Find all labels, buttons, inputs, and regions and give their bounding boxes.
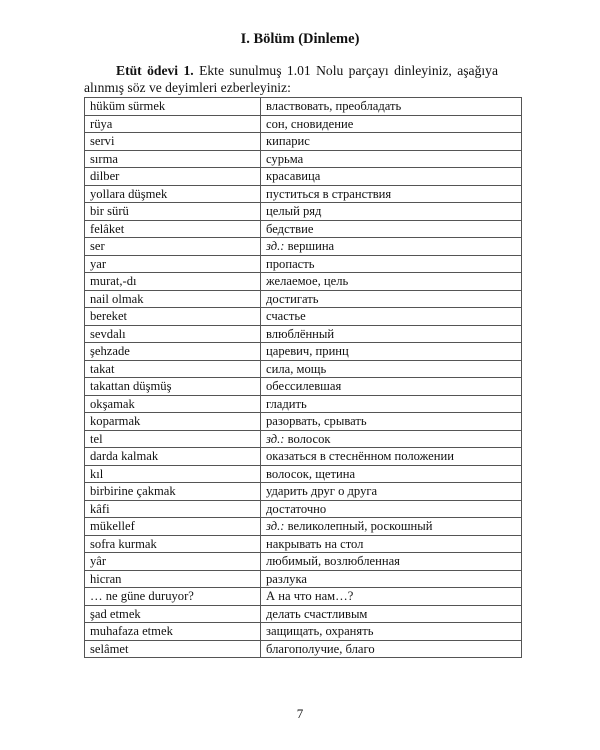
russian-translation: [261, 220, 522, 238]
turkish-term: hicran: [85, 570, 261, 588]
russian-translation: [261, 150, 522, 168]
turkish-term: kıl: [85, 465, 261, 483]
vocabulary-row: [85, 640, 522, 658]
vocabulary-row: [85, 448, 522, 466]
vocabulary-row: [85, 465, 522, 483]
russian-translation: [261, 273, 522, 291]
russian-translation: [261, 518, 522, 536]
russian-translation: [261, 360, 522, 378]
vocabulary-row: [85, 255, 522, 273]
russian-translation: [261, 500, 522, 518]
russian-translation: [261, 448, 522, 466]
turkish-term: sırma: [85, 150, 261, 168]
turkish-term: murat,-dı: [85, 273, 261, 291]
translation-text: пропасть: [266, 256, 315, 271]
translation-text: сурьма: [266, 151, 304, 166]
usage-abbreviation: зд.:: [266, 431, 285, 446]
russian-translation: [261, 570, 522, 588]
translation-text: разорвать, срывать: [266, 414, 367, 429]
vocabulary-row: [85, 238, 522, 256]
section-title: I. Bölüm (Dinleme): [240, 31, 360, 47]
translation-text: красавица: [266, 169, 321, 184]
instruction-line-1: [84, 62, 498, 79]
vocabulary-row: [85, 98, 522, 116]
translation-text: счастье: [266, 309, 306, 324]
turkish-term: servi: [85, 133, 261, 151]
translation-text: гладить: [266, 396, 307, 411]
turkish-term: takat: [85, 360, 261, 378]
translation-text: накрывать на стол: [266, 536, 364, 551]
instruction-line-2: alınmış söz ve deyimleri ezberleyiniz:: [84, 80, 291, 95]
russian-translation: [261, 308, 522, 326]
russian-translation: [261, 483, 522, 501]
russian-translation: [261, 115, 522, 133]
translation-text: разлука: [266, 571, 307, 586]
vocabulary-table-body: [85, 98, 522, 658]
turkish-term: rüya: [85, 115, 261, 133]
instruction-text-1: Ekte sunulmuş 1.01 Nolu parçayı dinleyiniz, aşağıya: [199, 63, 498, 78]
vocabulary-table: [84, 97, 522, 658]
turkish-term: bereket: [85, 308, 261, 326]
russian-translation: [261, 378, 522, 396]
russian-translation: [261, 430, 522, 448]
translation-text: сон, сновидение: [266, 116, 354, 131]
turkish-term: selâmet: [85, 640, 261, 658]
turkish-term: mükellef: [85, 518, 261, 536]
vocabulary-row: [85, 150, 522, 168]
vocabulary-row: [85, 168, 522, 186]
translation-text: А на что нам…?: [266, 589, 354, 604]
translation-text: благополучие, благо: [266, 641, 375, 656]
translation-text: сила, мощь: [266, 361, 327, 376]
translation-text: защищать, охранять: [266, 624, 374, 639]
translation-text: целый ряд: [266, 204, 322, 219]
turkish-term: darda kalmak: [85, 448, 261, 466]
turkish-term: ser: [85, 238, 261, 256]
translation-text: достигать: [266, 291, 319, 306]
turkish-term: muhafaza etmek: [85, 623, 261, 641]
translation-text: волосок: [287, 431, 331, 446]
usage-abbreviation: зд.:: [266, 239, 285, 254]
vocabulary-row: [85, 413, 522, 431]
vocabulary-row: [85, 535, 522, 553]
vocabulary-row: [85, 518, 522, 536]
turkish-term: takattan düşmüş: [85, 378, 261, 396]
russian-translation: [261, 133, 522, 151]
exercise-instructions: [84, 62, 498, 96]
vocabulary-row: [85, 483, 522, 501]
turkish-term: kâfi: [85, 500, 261, 518]
russian-translation: [261, 395, 522, 413]
russian-translation: [261, 413, 522, 431]
turkish-term: hüküm sürmek: [85, 98, 261, 116]
russian-translation: [261, 553, 522, 571]
translation-text: оказаться в стеснённом положении: [266, 449, 454, 464]
vocabulary-row: [85, 553, 522, 571]
translation-text: влюблённый: [266, 326, 335, 341]
translation-text: вершина: [287, 239, 335, 254]
vocabulary-row: [85, 308, 522, 326]
turkish-term: şad etmek: [85, 605, 261, 623]
russian-translation: [261, 255, 522, 273]
russian-translation: [261, 185, 522, 203]
translation-text: бедствие: [266, 221, 314, 236]
translation-text: волосок, щетина: [266, 466, 356, 481]
vocabulary-row: [85, 430, 522, 448]
translation-text: достаточно: [266, 501, 327, 516]
vocabulary-row: [85, 500, 522, 518]
page-number: 7: [296, 706, 304, 721]
vocabulary-row: [85, 185, 522, 203]
turkish-term: şehzade: [85, 343, 261, 361]
russian-translation: [261, 238, 522, 256]
vocabulary-row: [85, 360, 522, 378]
russian-translation: [261, 290, 522, 308]
exercise-label: Etüt ödevi 1.: [116, 63, 194, 78]
translation-text: властвовать, преобладать: [266, 99, 402, 114]
turkish-term: dilber: [85, 168, 261, 186]
turkish-term: tel: [85, 430, 261, 448]
usage-abbreviation: зд.:: [266, 519, 285, 534]
turkish-term: nail olmak: [85, 290, 261, 308]
russian-translation: [261, 168, 522, 186]
translation-text: делать счастливым: [266, 606, 368, 621]
russian-translation: [261, 535, 522, 553]
translation-text: ударить друг о друга: [266, 484, 378, 499]
vocabulary-row: [85, 325, 522, 343]
turkish-term: okşamak: [85, 395, 261, 413]
turkish-term: bir sürü: [85, 203, 261, 221]
translation-text: великолепный, роскошный: [287, 519, 433, 534]
turkish-term: sevdalı: [85, 325, 261, 343]
turkish-term: … ne güne duruyor?: [85, 588, 261, 606]
vocabulary-row: [85, 133, 522, 151]
translation-text: пуститься в странствия: [266, 186, 392, 201]
turkish-term: yâr: [85, 553, 261, 571]
vocabulary-row: [85, 570, 522, 588]
russian-translation: [261, 640, 522, 658]
translation-text: обессилевшая: [266, 379, 342, 394]
translation-text: любимый, возлюбленная: [266, 554, 400, 569]
vocabulary-row: [85, 395, 522, 413]
translation-text: царевич, принц: [266, 344, 349, 359]
turkish-term: sofra kurmak: [85, 535, 261, 553]
turkish-term: felâket: [85, 220, 261, 238]
vocabulary-row: [85, 343, 522, 361]
vocabulary-row: [85, 605, 522, 623]
translation-text: желаемое, цель: [266, 274, 349, 289]
vocabulary-row: [85, 220, 522, 238]
vocabulary-row: [85, 273, 522, 291]
russian-translation: [261, 325, 522, 343]
russian-translation: [261, 343, 522, 361]
vocabulary-row: [85, 115, 522, 133]
russian-translation: [261, 588, 522, 606]
turkish-term: yar: [85, 255, 261, 273]
russian-translation: [261, 98, 522, 116]
turkish-term: koparmak: [85, 413, 261, 431]
vocabulary-row: [85, 623, 522, 641]
turkish-term: birbirine çakmak: [85, 483, 261, 501]
russian-translation: [261, 623, 522, 641]
turkish-term: yollara düşmek: [85, 185, 261, 203]
vocabulary-row: [85, 203, 522, 221]
russian-translation: [261, 465, 522, 483]
vocabulary-row: [85, 588, 522, 606]
vocabulary-row: [85, 290, 522, 308]
vocabulary-row: [85, 378, 522, 396]
translation-text: кипарис: [266, 134, 310, 149]
russian-translation: [261, 605, 522, 623]
russian-translation: [261, 203, 522, 221]
